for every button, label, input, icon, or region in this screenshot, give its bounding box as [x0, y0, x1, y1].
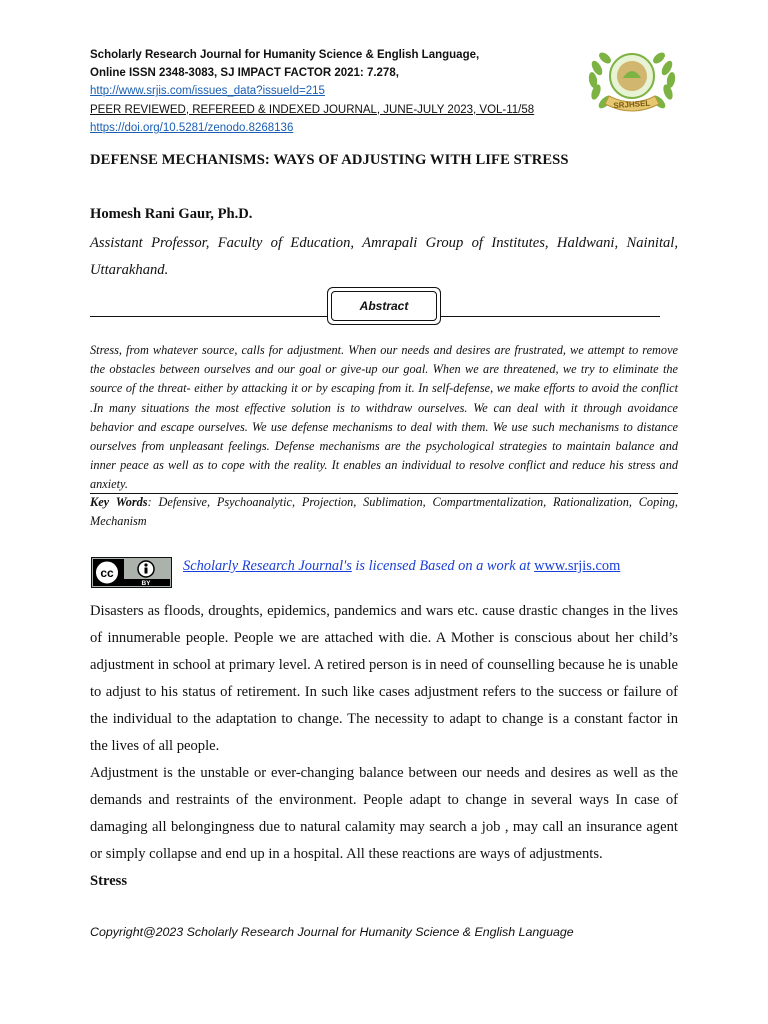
body-paragraph: Adjustment is the unstable or ever-changing balance between our needs and desires as well as the demands and restraints of the environment. People adapt to change in several ways In case of damaging all belongingness due to natural calamity may search a job , may call an insurance agent or simply collapse and end up in a hospital. All these reactions are ways of adjustments. — [90, 765, 678, 862]
author-name: Homesh Rani Gaur, Ph.D. — [90, 206, 253, 222]
cc-by-icon[interactable] — [91, 557, 172, 588]
body-content — [90, 598, 678, 895]
license-statement — [183, 558, 620, 575]
srjis-site-link[interactable]: www.srjis.com — [534, 558, 621, 574]
keywords-label: Key Words — [90, 495, 148, 509]
doi-link[interactable]: https://doi.org/10.5281/zenodo.8268136 — [90, 121, 294, 134]
cc-by-label: BY — [141, 580, 151, 587]
license-middle-text: is licensed Based on a work at — [351, 558, 535, 574]
keywords — [90, 493, 678, 531]
issn-line: Online ISSN 2348-3083, SJ IMPACT FACTOR 2021: 7.278, — [90, 67, 399, 80]
journal-license-link[interactable]: Scholarly Research Journal's — [183, 558, 352, 574]
abstract-heading: Abstract — [359, 299, 409, 313]
abstract-heading-box — [327, 287, 441, 325]
logo-text: SRJHSEL — [613, 98, 651, 111]
abstract-rule-left — [90, 316, 327, 317]
abstract-text: Stress, from whatever source, calls for adjustment. When our needs and desires are frustrated, we attempt to remove the obstacles between ourselves and our goal or give-up our goal. When we are threatened, we try to eliminate the source of the threat- either by attacking it or by escaping from it. In self-defense, we make efforts to avoid the conflict .In many situations the most effective solution is to withdraw ourselves. We can deal with it through avoidance behavior and escape ourselves. We use defense mechanisms to deal with them. We use such mechanisms to distance ourselves from unpleasant feelings. Defense mechanisms are the psychological strategies to maintain balance and inner peace as well as to cope with the reality. It enables an individual to resolve conflict and reduce his stress and anxiety. — [90, 343, 678, 492]
journal-name: Scholarly Research Journal for Humanity Science & English Language, — [90, 49, 480, 61]
keywords-list: : Defensive, Psychoanalytic, Projection, Sublimation, Compartmentalization, Rationalization, Coping, Mechanism — [90, 495, 678, 529]
abstract-rule-right — [441, 316, 660, 317]
body-paragraph: Disasters as floods, droughts, epidemics, pandemics and wars etc. cause drastic changes in the lives of innumerable people. People we are attached with die. A Mother is conscious about her child’s adjustment in school at primary level. A retired person is in need of counselling because he is unable to adjust to his status of retirement. In such like cases adjustment refers to the success or failure of the individual to the adaptation to change. The necessity to adapt to change is a constant factor in the lives of all people. — [90, 603, 678, 754]
section-heading-stress: Stress — [90, 873, 128, 889]
svg-text:cc: cc — [100, 566, 114, 580]
peer-review-line: PEER REVIEWED, REFEREED & INDEXED JOURNAL, JUNE-JULY 2023, VOL-11/58 — [90, 103, 535, 116]
issue-link[interactable]: http://www.srjis.com/issues_data?issueId=215 — [90, 85, 325, 98]
page-footer-copyright: Copyright@2023 Scholarly Research Journal for Humanity Science & English Language — [90, 925, 574, 939]
journal-logo — [583, 38, 681, 120]
author-affiliation: Assistant Professor, Faculty of Education, Amrapali Group of Institutes, Haldwani, Nainital, Uttarakhand. — [90, 235, 678, 278]
journal-header — [90, 46, 560, 137]
paper-title: DEFENSE MECHANISMS: WAYS OF ADJUSTING WITH LIFE STRESS — [90, 152, 569, 168]
